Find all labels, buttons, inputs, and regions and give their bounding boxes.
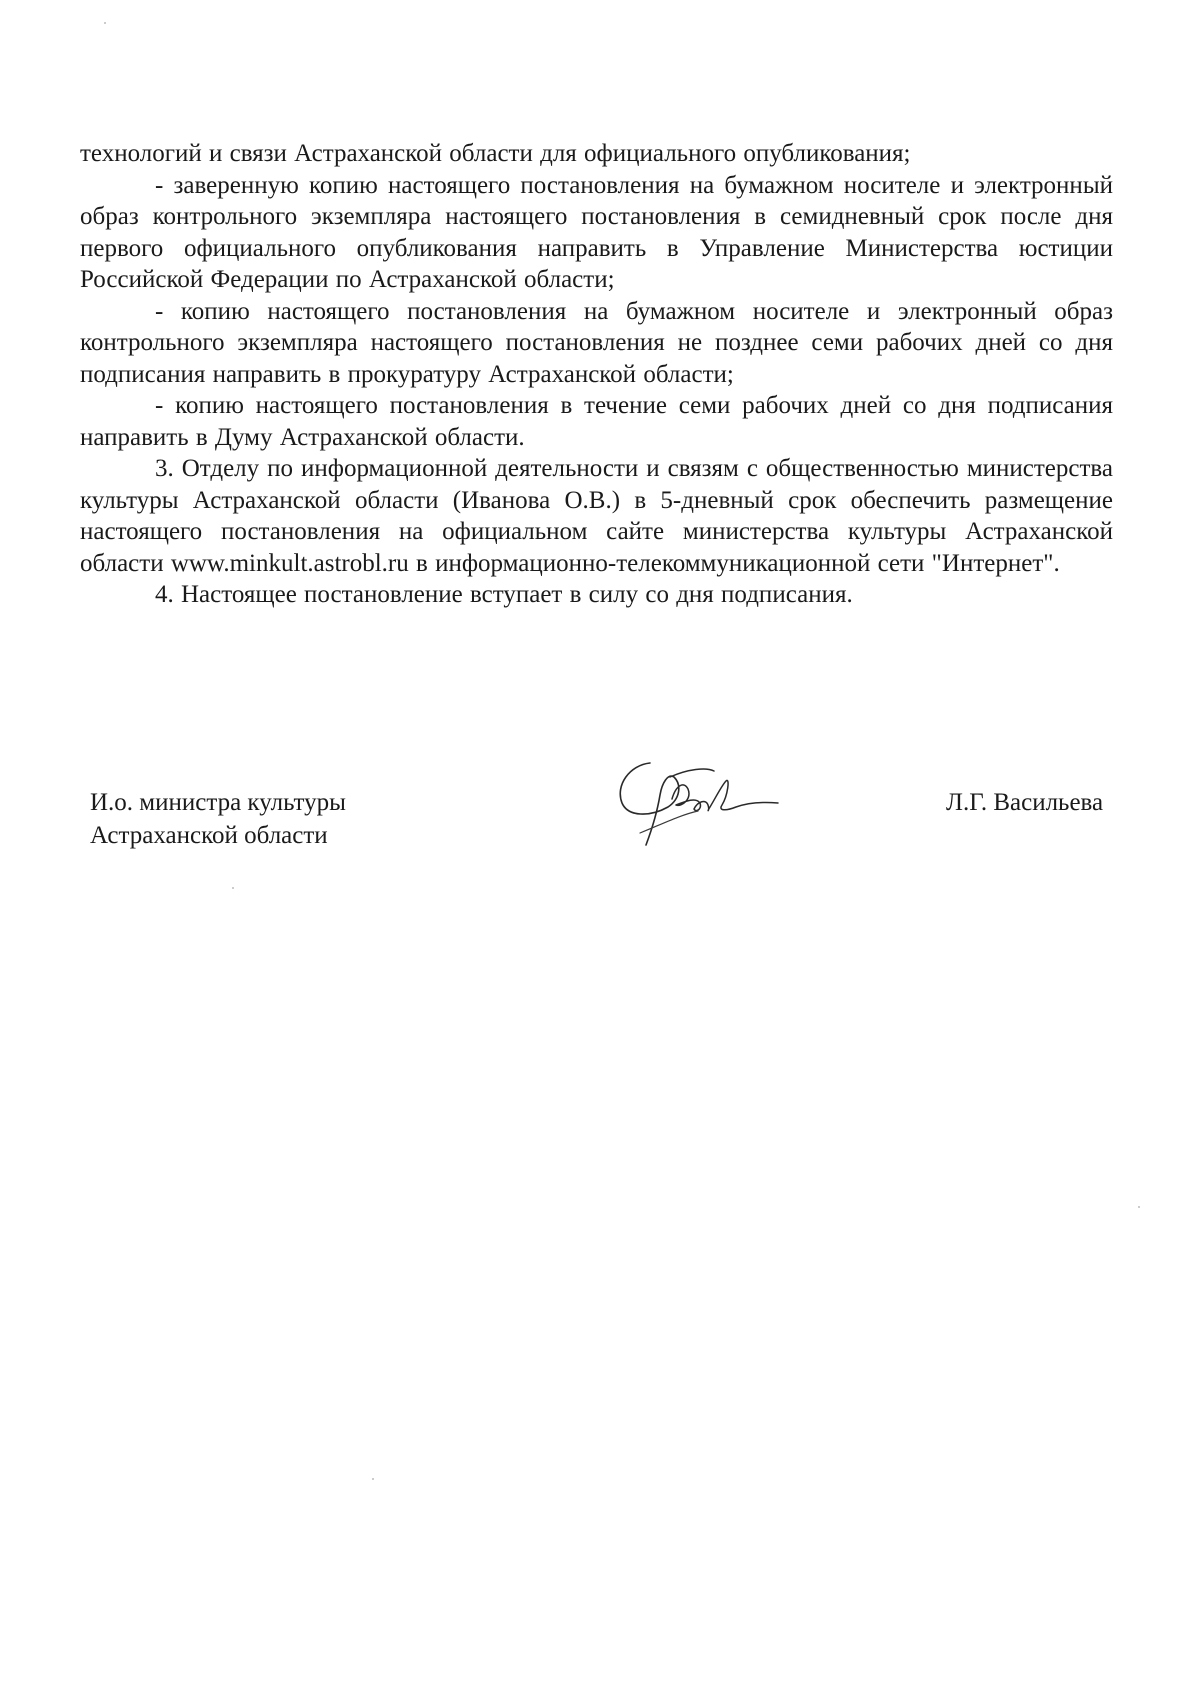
paragraph-continuation: технологий и связи Астраханской области для официального опубликования; — [80, 140, 911, 167]
signatory-title — [90, 786, 346, 852]
paragraph-certified-copy: - заверенную копию настоящего постановления на бумажном носителе и электронный образ контрольного экземпляра настоящего постановления в семидневный срок после дня первого официального опубликования направить в Управление Министерства юстиции Российской Федерации по Астраханской области; — [80, 171, 1113, 293]
scan-speck — [104, 22, 106, 24]
document-body — [80, 138, 1113, 611]
signatory-name: Л.Г. Васильева — [946, 789, 1104, 816]
paragraph-item-3: 3. Отделу по информационной деятельности и связям с общественностью министерства культуры Астраханской области (Иванова О.В.) в 5-дневный срок обеспечить размещение настоящего постановления на официальном сайте министерства культуры Астраханской области www.minkult.astrobl.ru в информационно-телекоммуникационной сети "Интернет". — [80, 455, 1113, 577]
signatory-title-line2: Астраханской области — [90, 822, 328, 849]
paragraph-copy-duma: - копию настоящего постановления в течение семи рабочих дней со дня подписания направить в Думу Астраханской области. — [80, 392, 1113, 451]
scan-speck — [1138, 1206, 1140, 1208]
signatory-title-line1: И.о. министра культуры — [90, 789, 346, 816]
handwritten-signature — [610, 755, 780, 850]
scan-speck — [232, 887, 234, 889]
paragraph-item-4: 4. Настоящее постановление вступает в силу со дня подписания. — [155, 581, 853, 608]
paragraph-copy-prosecutor: - копию настоящего постановления на бумажном носителе и электронный образ контрольного экземпляра настоящего постановления не позднее семи рабочих дней со дня подписания направить в прокуратуру Астраханской области; — [80, 297, 1113, 388]
scan-speck — [372, 1478, 374, 1480]
